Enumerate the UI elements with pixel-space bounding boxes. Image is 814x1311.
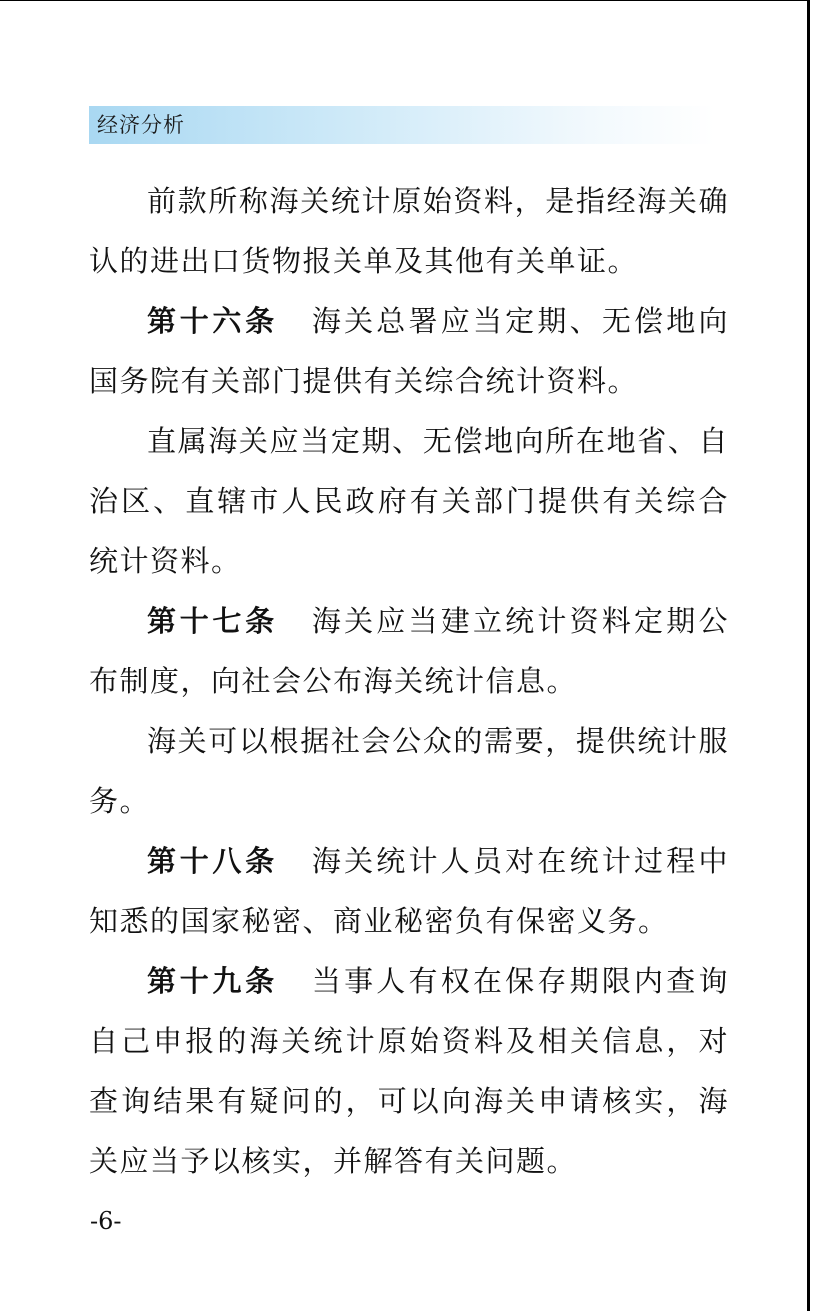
- section-title: 经济分析: [97, 113, 185, 137]
- paragraph-text: 直属海关应当定期、无偿地向所在地省、自治区、直辖市人民政府有关部门提供有关综合统计资料。: [89, 424, 729, 578]
- paragraph-text: 海关总署应当定期、无偿地向国务院有关部门提供有关综合统计资料。: [89, 304, 729, 398]
- article-paragraph: [89, 591, 729, 711]
- article-number: 第十六条: [147, 304, 278, 338]
- section-header-band: [89, 106, 715, 144]
- article-paragraph: [89, 831, 729, 951]
- paragraph-text: 海关统计人员对在统计过程中知悉的国家秘密、商业秘密负有保密义务。: [89, 844, 729, 938]
- paragraph-text: 当事人有权在保存期限内查询自己申报的海关统计原始资料及相关信息，对查询结果有疑问的，可以向海关申请核实，海关应当予以核实，并解答有关问题。: [89, 964, 729, 1178]
- paragraph-text: 海关可以根据社会公众的需要，提供统计服务。: [89, 724, 729, 818]
- paragraph: [89, 711, 729, 831]
- article-number: 第十七条: [147, 604, 278, 638]
- article-paragraph: [89, 291, 729, 411]
- paragraph: [89, 171, 729, 291]
- article-number: 第十九条: [147, 964, 278, 998]
- paragraph: [89, 411, 729, 591]
- page-number: -6-: [90, 1207, 122, 1235]
- paragraph-text: 前款所称海关统计原始资料，是指经海关确认的进出口货物报关单及其他有关单证。: [89, 184, 729, 278]
- document-body: [89, 171, 729, 1191]
- paragraph-text: 海关应当建立统计资料定期公布制度，向社会公布海关统计信息。: [89, 604, 729, 698]
- article-number: 第十八条: [147, 844, 278, 878]
- article-paragraph: [89, 951, 729, 1191]
